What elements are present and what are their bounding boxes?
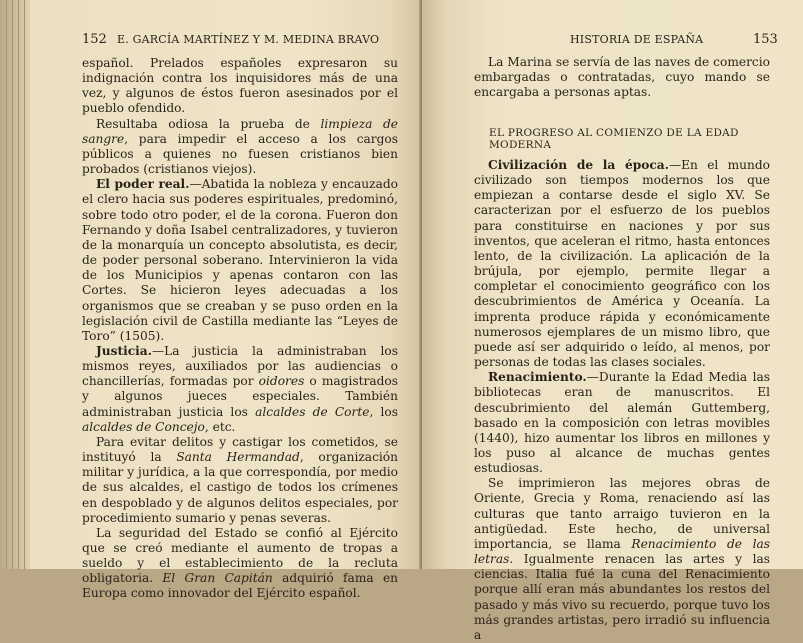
paragraph-renacimiento: Renacimiento.—Durante la Edad Media las bibliotecas eran de manuscritos. El descubrimiento del alemán Guttemberg, basado en la composición con letras movibles (1440), hizo aumentar los libros en millones y los puso al alcance de muchas gentes estudiosas. bbox=[474, 370, 770, 476]
book-page-edges bbox=[0, 0, 30, 569]
body-text bbox=[82, 56, 398, 602]
run-in-heading: El poder real. bbox=[96, 177, 190, 192]
paragraph-civilizacion: Civilización de la época.—En el mundo civilizado son tiempos modernos los que empiezan a contarse desde el siglo XV. Se caracterizan por el esfuerzo de los pueblos para constituirse en naciones y por sus inventos, que aceleran el ritmo, hasta entonces lento, de la civilización. La aplicación de la brújula, por ejemplo, permite llegar a completar el conocimiento geográfico con los descubrimientos de América y Oceanía. La imprenta produce rápida y económicamente numerosos ejemplares de un mismo libro, que puede así ser adquirido o leído, al menos, por personas de todas las clases sociales. bbox=[474, 158, 771, 370]
paragraph: La seguridad del Estado se confió al Ejército que se creó mediante el aumento de tropas a sueldo y el establecimiento de la recluta obligatoria. El Gran Capitán adquirió fama en Europa como innovador del Ejército español. bbox=[82, 525, 399, 601]
right-page bbox=[422, 0, 803, 642]
running-head: HISTORIA DE ESPAÑA bbox=[570, 33, 704, 46]
left-page bbox=[30, 0, 422, 601]
paragraph: Para evitar delitos y castigar los cometidos, se instituyó la Santa Hermandad, organización militar y jurídica, a la que correspondía, por medio de sus alcaldes, el castigo de todos los crímenes en despoblado y de algunos delitos especiales, por procedimiento sumario y penas severas. bbox=[82, 434, 398, 525]
section-title: EL PROGRESO AL COMIENZO DE LA EDAD MODERNA bbox=[489, 127, 739, 151]
paragraph: Se imprimieron las mejores obras de Oriente, Grecia y Roma, renaciendo así las culturas que tanto arraigo tuvieron en la antigüedad. Este hecho, de universal importancia, se llama Renacimiento de las letras. Igualmente renacen las artes y las ciencias. Italia fué la cuna del Renacimiento porque allí eran más abundantes los restos del pasado y más vivo su recuerdo, porque tuvo los más grandes artistas, pero irradió su influencia a bbox=[474, 476, 770, 642]
run-in-heading: Justicia. bbox=[96, 343, 152, 358]
run-in-heading: Civilización de la época. bbox=[488, 158, 669, 172]
run-in-heading: Renacimiento. bbox=[488, 370, 587, 385]
paragraph: Resultaba odiosa la prueba de limpieza de sangre, para impedir el acceso a los cargos públicos a quienes no fuesen cristianos bien probados (cristianos viejos). bbox=[82, 116, 398, 177]
running-head: E. GARCÍA MARTÍNEZ Y M. MEDINA BRAVO bbox=[117, 33, 380, 46]
paragraph-poder-real: El poder real.—Abatida la nobleza y encauzado el clero hacia sus poderes espirituales, predominó, sobre todo otro poder, el de la corona. Fueron don Fernando y doña Isabel centralizadores, y tuvieron de la monarquía un concepto absolutista, es decir, de poder personal soberano. Intervinieron la vida de los Municipios y apenas contaron con las Cortes. Se hicieron leyes adecuadas a los organismos que se creaban y se puso orden en la legislación civil de Castilla mediante las “Leyes de Toro” (1505). bbox=[82, 177, 398, 343]
page-number: 153 bbox=[753, 32, 778, 47]
body-text bbox=[474, 158, 770, 643]
paragraph: La Marina se servía de las naves de comercio embargadas o contratadas, cuyo mando se encargaba a personas aptas. bbox=[474, 55, 770, 100]
paragraph-justicia: Justicia.—La justicia la administraban los mismos reyes, auxiliados por las audiencias o chancillerías, formadas por oidores o magistrados y algunos jueces especiales. También administraban justicia los alcaldes de Corte, los alcaldes de Concejo, etc. bbox=[82, 343, 398, 434]
page-number: 152 bbox=[82, 32, 107, 47]
paragraph: español. Prelados españoles expresaron su indignación contra los inquisidores más de una vez, y algunos de éstos fueron asesinados por el pueblo ofendido. bbox=[82, 56, 398, 116]
intro-text bbox=[474, 55, 770, 100]
